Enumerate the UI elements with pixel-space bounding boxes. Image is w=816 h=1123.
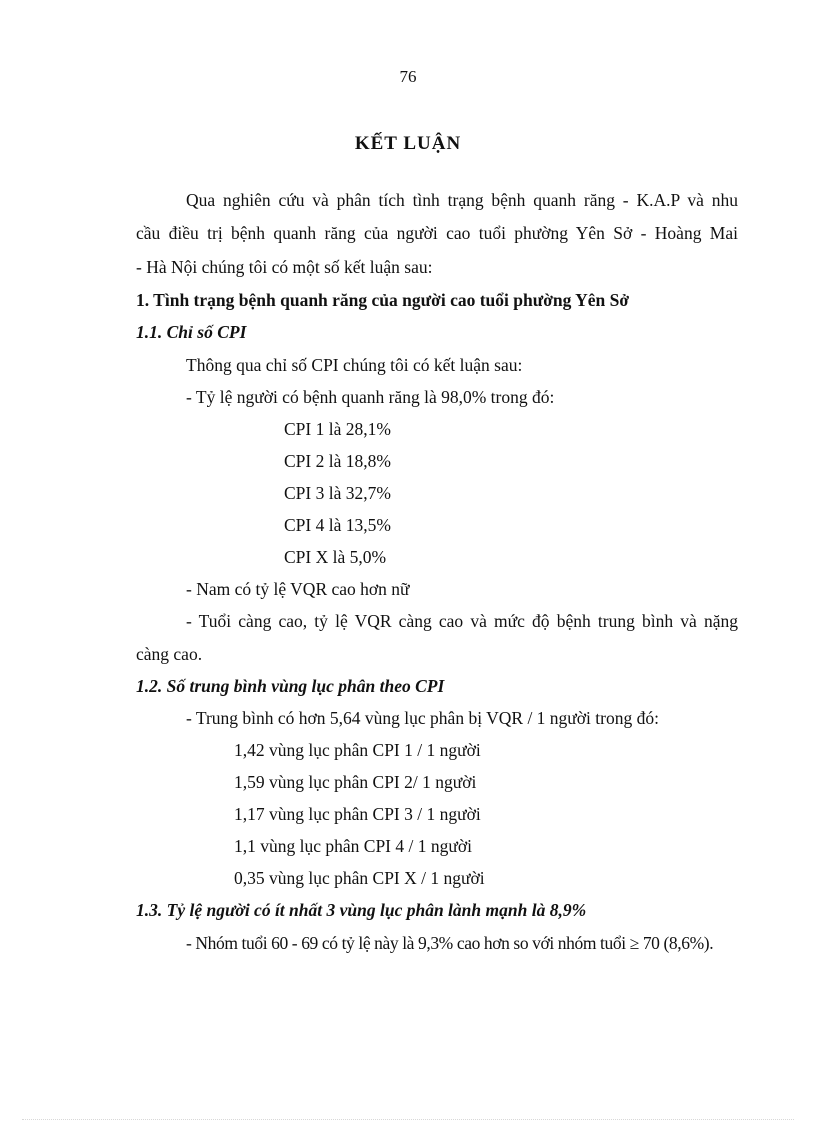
- gender-finding: - Nam có tỷ lệ VQR cao hơn nữ: [186, 579, 410, 599]
- section-1-3-heading: 1.3. Tỷ lệ người có ít nhất 3 vùng lục phân lành mạnh là 8,9%: [136, 900, 587, 920]
- cpi-item: CPI 4 là 13,5%: [284, 515, 391, 535]
- cpi-item: CPI 2 là 18,8%: [284, 451, 391, 471]
- section-1-heading: 1. Tình trạng bệnh quanh răng của người cao tuổi phường Yên Sở: [136, 290, 630, 310]
- sextant-intro: - Trung bình có hơn 5,64 vùng lục phân bị VQR / 1 người trong đó:: [186, 708, 659, 728]
- sextant-item: 1,17 vùng lục phân CPI 3 / 1 người: [234, 804, 481, 824]
- intro-line-3: - Hà Nội chúng tôi có một số kết luận sau:: [136, 257, 433, 277]
- sextant-item: 1,42 vùng lục phân CPI 1 / 1 người: [234, 740, 481, 760]
- cpi-intro: Thông qua chỉ số CPI chúng tôi có kết luận sau:: [186, 355, 523, 375]
- sextant-item: 0,35 vùng lục phân CPI X / 1 người: [234, 868, 485, 888]
- cpi-item: CPI 3 là 32,7%: [284, 483, 391, 503]
- sextant-item: 1,1 vùng lục phân CPI 4 / 1 người: [234, 836, 472, 856]
- age-finding-line-1: - Tuổi càng cao, tỷ lệ VQR càng cao và mức độ bệnh trung bình và nặng: [186, 611, 738, 631]
- intro-line-2: cầu điều trị bệnh quanh răng của người cao tuổi phường Yên Sở - Hoàng Mai: [136, 223, 738, 243]
- intro-line-1: Qua nghiên cứu và phân tích tình trạng bệnh quanh răng - K.A.P và nhu: [186, 190, 738, 210]
- page-number: 76: [399, 67, 417, 86]
- section-1-1-heading: 1.1. Chỉ số CPI: [136, 322, 247, 342]
- sextant-item: 1,59 vùng lục phân CPI 2/ 1 người: [234, 772, 477, 792]
- cpi-item: CPI X là 5,0%: [284, 547, 387, 567]
- cpi-item: CPI 1 là 28,1%: [284, 419, 391, 439]
- age-finding-line-2: càng cao.: [136, 644, 203, 664]
- age-group-finding: - Nhóm tuổi 60 - 69 có tỷ lệ này là 9,3% cao hơn so với nhóm tuổi ≥ 70 (8,6%).: [186, 933, 714, 953]
- page-bottom-divider: [22, 1119, 794, 1120]
- cpi-prevalence: - Tỷ lệ người có bệnh quanh răng là 98,0% trong đó:: [186, 387, 555, 407]
- section-1-2-heading: 1.2. Số trung bình vùng lục phân theo CPI: [136, 676, 445, 696]
- page-title: KẾT LUẬN: [354, 133, 462, 154]
